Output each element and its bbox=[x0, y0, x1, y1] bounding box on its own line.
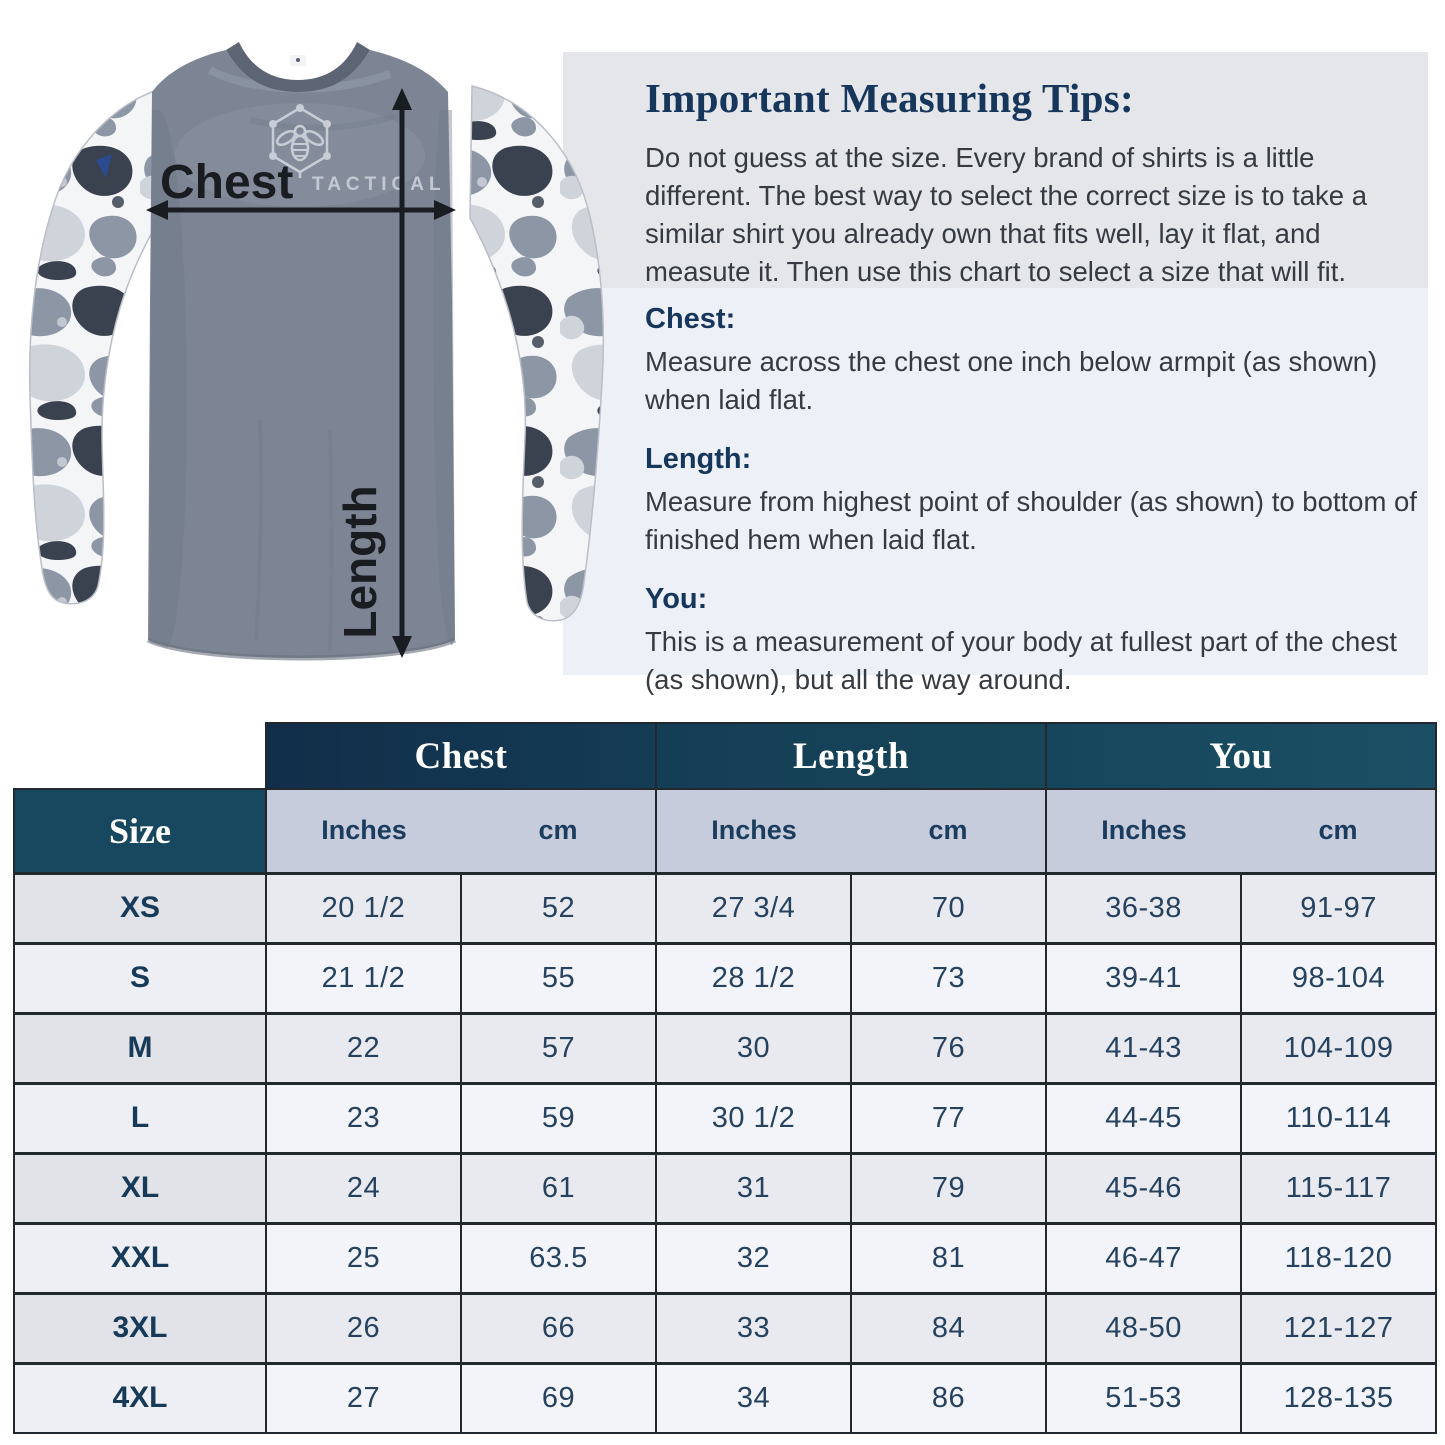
value-cell: 79 bbox=[851, 1153, 1046, 1223]
value-cell: 48-50 bbox=[1046, 1293, 1241, 1363]
size-cell: XS bbox=[14, 873, 266, 943]
value-cell: 66 bbox=[461, 1293, 656, 1363]
table-row bbox=[14, 1223, 1436, 1293]
size-table bbox=[13, 722, 1437, 1434]
measurement-definitions bbox=[645, 303, 1417, 723]
value-cell: 24 bbox=[266, 1153, 461, 1223]
length-inches-label: Inches bbox=[711, 815, 797, 846]
value-cell: 84 bbox=[851, 1293, 1046, 1363]
value-cell: 59 bbox=[461, 1083, 656, 1153]
shirt-diagram bbox=[0, 0, 645, 700]
value-cell: 51-53 bbox=[1046, 1363, 1241, 1433]
table-row bbox=[14, 1293, 1436, 1363]
definition-you-heading: You: bbox=[645, 582, 708, 615]
definition-length bbox=[645, 443, 1417, 559]
value-cell: 22 bbox=[266, 1013, 461, 1083]
size-cell: 3XL bbox=[14, 1293, 266, 1363]
table-subheader-row bbox=[14, 789, 1436, 873]
value-cell: 76 bbox=[851, 1013, 1046, 1083]
measuring-tips bbox=[645, 74, 1417, 291]
chest-cm-label: cm bbox=[538, 815, 578, 846]
definition-length-heading: Length: bbox=[645, 442, 752, 475]
value-cell: 104-109 bbox=[1241, 1013, 1436, 1083]
right-sleeve bbox=[470, 86, 603, 621]
value-cell: 57 bbox=[461, 1013, 656, 1083]
group-header-chest: Chest bbox=[266, 723, 656, 789]
tips-intro: Do not guess at the size. Every brand of shirts is a little different. The best way to select the correct size is to take a similar shirt you already own that fits well, lay it flat, and measute it. Then use this chart to select a size that will fit. bbox=[645, 142, 1367, 287]
value-cell: 26 bbox=[266, 1293, 461, 1363]
value-cell: 61 bbox=[461, 1153, 656, 1223]
definition-chest bbox=[645, 303, 1417, 419]
value-cell: 63.5 bbox=[461, 1223, 656, 1293]
value-cell: 45-46 bbox=[1046, 1153, 1241, 1223]
size-cell: 4XL bbox=[14, 1363, 266, 1433]
value-cell: 41-43 bbox=[1046, 1013, 1241, 1083]
value-cell: 28 1/2 bbox=[656, 943, 851, 1013]
length-cm-label: cm bbox=[928, 815, 968, 846]
value-cell: 121-127 bbox=[1241, 1293, 1436, 1363]
group-header-you: You bbox=[1046, 723, 1436, 789]
size-cell: S bbox=[14, 943, 266, 1013]
definition-you bbox=[645, 583, 1417, 699]
definition-length-body: Measure from highest point of shoulder (as shown) to bottom of finished hem when laid flat. bbox=[645, 485, 1417, 555]
value-cell: 91-97 bbox=[1241, 873, 1436, 943]
value-cell: 30 bbox=[656, 1013, 851, 1083]
value-cell: 23 bbox=[266, 1083, 461, 1153]
value-cell: 128-135 bbox=[1241, 1363, 1436, 1433]
value-cell: 52 bbox=[461, 873, 656, 943]
value-cell: 21 1/2 bbox=[266, 943, 461, 1013]
value-cell: 27 bbox=[266, 1363, 461, 1433]
subheader-you-units bbox=[1046, 789, 1436, 873]
table-row bbox=[14, 943, 1436, 1013]
value-cell: 32 bbox=[656, 1223, 851, 1293]
value-cell: 55 bbox=[461, 943, 656, 1013]
value-cell: 30 1/2 bbox=[656, 1083, 851, 1153]
definition-chest-heading: Chest: bbox=[645, 303, 736, 335]
value-cell: 77 bbox=[851, 1083, 1046, 1153]
size-cell: M bbox=[14, 1013, 266, 1083]
size-column-header: Size bbox=[14, 789, 266, 873]
table-group-header-row bbox=[14, 723, 1436, 789]
table-row bbox=[14, 873, 1436, 943]
table-row bbox=[14, 1153, 1436, 1223]
you-inches-label: Inches bbox=[1101, 815, 1187, 846]
chest-label: Chest bbox=[160, 156, 294, 209]
subheader-chest-units bbox=[266, 789, 656, 873]
length-label: Length bbox=[334, 485, 386, 639]
value-cell: 20 1/2 bbox=[266, 873, 461, 943]
value-cell: 39-41 bbox=[1046, 943, 1241, 1013]
shirt-illustration bbox=[0, 0, 645, 700]
value-cell: 70 bbox=[851, 873, 1046, 943]
shirt-body bbox=[148, 42, 455, 658]
you-cm-label: cm bbox=[1318, 815, 1358, 846]
value-cell: 81 bbox=[851, 1223, 1046, 1293]
value-cell: 34 bbox=[656, 1363, 851, 1433]
size-cell: L bbox=[14, 1083, 266, 1153]
table-row bbox=[14, 1363, 1436, 1433]
subheader-length-units bbox=[656, 789, 1046, 873]
blank-corner-cell bbox=[14, 723, 266, 789]
value-cell: 110-114 bbox=[1241, 1083, 1436, 1153]
logo-text: TACTICAL bbox=[312, 174, 446, 195]
size-cell: XL bbox=[14, 1153, 266, 1223]
value-cell: 98-104 bbox=[1241, 943, 1436, 1013]
definition-chest-body: Measure across the chest one inch below armpit (as shown) when laid flat. bbox=[645, 346, 1378, 415]
value-cell: 46-47 bbox=[1046, 1223, 1241, 1293]
value-cell: 86 bbox=[851, 1363, 1046, 1433]
value-cell: 115-117 bbox=[1241, 1153, 1436, 1223]
table-row bbox=[14, 1013, 1436, 1083]
value-cell: 25 bbox=[266, 1223, 461, 1293]
value-cell: 44-45 bbox=[1046, 1083, 1241, 1153]
value-cell: 69 bbox=[461, 1363, 656, 1433]
value-cell: 36-38 bbox=[1046, 873, 1241, 943]
value-cell: 73 bbox=[851, 943, 1046, 1013]
tips-title: Important Measuring Tips: bbox=[645, 75, 1134, 121]
table-row bbox=[14, 1083, 1436, 1153]
value-cell: 27 3/4 bbox=[656, 873, 851, 943]
size-cell: XXL bbox=[14, 1223, 266, 1293]
value-cell: 33 bbox=[656, 1293, 851, 1363]
value-cell: 31 bbox=[656, 1153, 851, 1223]
definition-you-body: This is a measurement of your body at fullest part of the chest (as shown), but all the way around. bbox=[645, 625, 1398, 695]
chest-inches-label: Inches bbox=[321, 815, 407, 846]
value-cell: 118-120 bbox=[1241, 1223, 1436, 1293]
group-header-length: Length bbox=[656, 723, 1046, 789]
size-table-body bbox=[14, 723, 1436, 1433]
